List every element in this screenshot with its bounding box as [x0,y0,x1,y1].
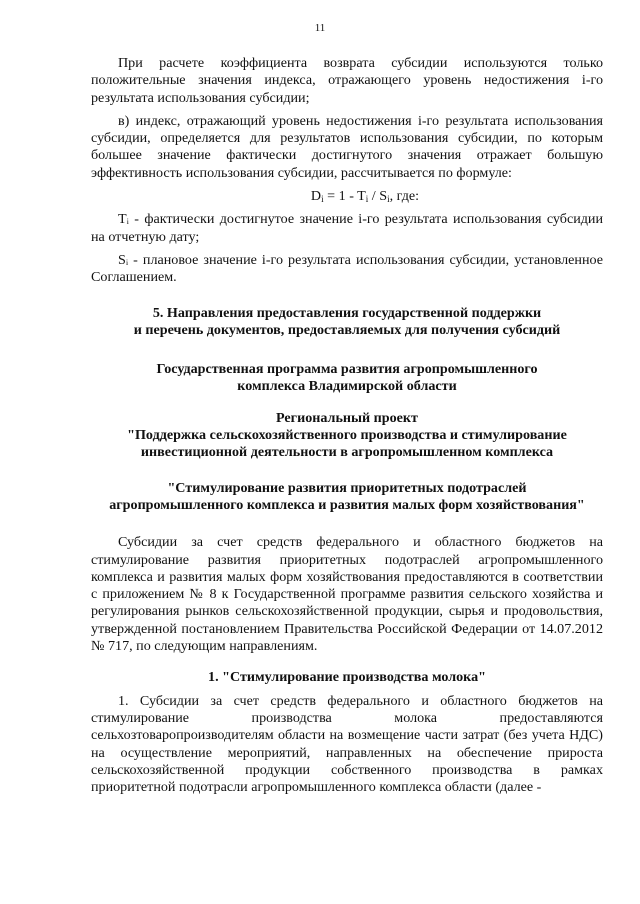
formula-eq: = 1 - T [323,188,366,205]
subprogram-heading-line-2: агропромышленного комплекса и развития малых форм хозяйствования" [109,496,585,513]
program-heading [91,361,603,396]
direction-heading: 1. "Стимулирование производства молока" [208,669,486,686]
formula-d: D [310,188,322,205]
paragraph-positive-values: При расчете коэффициента возврата субсидии используются только положительные значения индекса, отражающего уровень недостижения i-го результата использования субсидии; [91,55,603,106]
formula [91,188,603,205]
paragraph-subsidies-directions: Субсидии за счет средств федерального и областного бюджетов на стимулирование развития приоритетных подотраслей агропромышленного комплекса и развития малых форм хозяйствования предоставляются в соответствии с приложением № 8 к Государственной программе развития сельского хозяйства и регулирования рынков сельскохозяйственной продукции, сырья и продовольствия, утвержденной постановлением Правительства Российской Федерации от 14.07.2012 № 717, по следующим направлениям. [91,534,603,655]
subprogram-heading-line-1: "Стимулирование развития приоритетных подотраслей [167,479,527,496]
formula-tail: , где: [389,188,420,205]
program-heading-line-1: Государственная программа развития агропромышленного [156,361,538,378]
paragraph-index-definition: в) индекс, отражающий уровень недостижения i-го результата использования субсидии, определяется для результатов использования субсидии, по которым большее значение фактически достигнутого значения отражает большую эффективность использования субсидии, рассчитывается по формуле: [91,112,603,181]
paragraph-si-definition: Sᵢ - плановое значение i-го результата использования субсидии, установленное Соглашением. [91,251,603,286]
project-heading-line-1: Региональный проект [276,409,418,426]
project-heading-line-3: инвестиционной деятельности в агропромышленном комплекса [140,444,554,461]
page-number: 11 [314,22,326,34]
formula-sub-1: i [321,194,324,205]
program-heading-line-2: комплекса Владимирской области [237,378,457,395]
paragraph-milk-subsidy: 1. Субсидии за счет средств федерального и областного бюджетов на стимулирование производства молока предоставляются сельхозтоваропроизводителям области на возмещение части затрат (без учета НДС) на осуществление мероприятий, направленных на обеспечение прироста сельскохозяйственной продукции собственного производства в рамках приоритетной подотрасли агропромышленного комплекса области (далее - [91,692,603,796]
section-heading-line-1: 5. Направления предоставления государственной поддержки [152,304,542,321]
section-heading [91,305,603,340]
project-heading-line-2: "Поддержка сельскохозяйственного производства и стимулирование [127,427,567,444]
paragraph-ti-definition: Tᵢ - фактически достигнутое значение i-го результата использования субсидии на отчетную дату; [91,211,603,245]
formula-sub-2: i [365,194,369,205]
project-heading [91,410,603,462]
formula-slash: / S [368,188,388,205]
subprogram-heading [91,480,603,515]
document-body [91,55,603,802]
section-heading-line-2: и перечень документов, предоставляемых для получения субсидий [133,321,561,338]
formula-sub-3: i [387,194,390,205]
